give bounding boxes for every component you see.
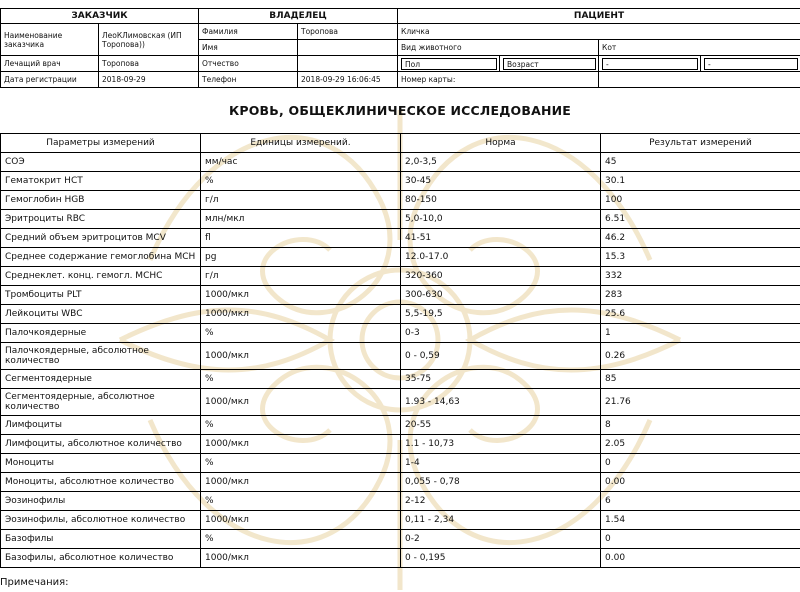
cell-unit: 1000/мкл: [201, 343, 401, 370]
cell-result: 283: [601, 286, 800, 305]
cell-norm: 1.93 - 14,63: [401, 389, 601, 416]
table-row: [1, 172, 800, 191]
cell-result: 0: [601, 530, 800, 549]
cell-result: 0: [601, 454, 800, 473]
cell-unit: %: [201, 454, 401, 473]
report-title: КРОВЬ, ОБЩЕКЛИНИЧЕСКОЕ ИССЛЕДОВАНИЕ: [228, 103, 572, 118]
cell-param: Моноциты, абсолютное количество: [1, 473, 201, 492]
table-row: [1, 324, 800, 343]
cell-result: 0.26: [601, 343, 800, 370]
cell-param: СОЭ: [1, 153, 201, 172]
cell-norm: 80-150: [401, 191, 601, 210]
table-row: [1, 210, 800, 229]
sex-value-cell: [599, 56, 701, 72]
doctor-value: Торопова: [99, 56, 199, 72]
table-row: [1, 370, 800, 389]
cell-unit: %: [201, 324, 401, 343]
notes-label: Примечания:: [0, 577, 69, 588]
cell-norm: 0,11 - 2,34: [401, 511, 601, 530]
cell-unit: pg: [201, 248, 401, 267]
species-value: Кот: [599, 40, 800, 56]
cell-param: Среднее содержание гемоглобина МСН: [1, 248, 201, 267]
table-row: [1, 511, 800, 530]
cell-norm: 30-45: [401, 172, 601, 191]
reg-date-label: Дата регистрации: [1, 72, 99, 88]
cell-result: 0.00: [601, 473, 800, 492]
cell-unit: %: [201, 416, 401, 435]
cell-param: Сегментоядерные: [1, 370, 201, 389]
surname-value: Торопова: [298, 24, 398, 40]
table-row: [1, 454, 800, 473]
nickname-label: Кличка: [398, 24, 800, 40]
cell-norm: 300-630: [401, 286, 601, 305]
customer-name-value: ЛеоКЛимовская (ИП Торопова)): [99, 24, 199, 56]
cell-param: Базофилы, абсолютное количество: [1, 549, 201, 568]
cell-norm: 41-51: [401, 229, 601, 248]
table-row: [1, 416, 800, 435]
cell-unit: 1000/мкл: [201, 473, 401, 492]
cell-norm: 0-2: [401, 530, 601, 549]
cell-result: 15.3: [601, 248, 800, 267]
table-row: [1, 530, 800, 549]
cell-unit: млн/мкл: [201, 210, 401, 229]
doctor-label: Лечащий врач: [1, 56, 99, 72]
cell-param: Палочкоядерные: [1, 324, 201, 343]
table-row: [1, 473, 800, 492]
cell-param: Сегментоядерные, абсолютное количество: [1, 389, 201, 416]
cell-param: Гематокрит НСТ: [1, 172, 201, 191]
cell-norm: 35-75: [401, 370, 601, 389]
cell-norm: 12.0-17.0: [401, 248, 601, 267]
cell-result: 45: [601, 153, 800, 172]
cell-unit: 1000/мкл: [201, 305, 401, 324]
cell-result: 100: [601, 191, 800, 210]
surname-label: Фамилия: [199, 24, 298, 40]
cell-param: Лимфоциты, абсолютное количество: [1, 435, 201, 454]
sex-cell: [398, 56, 500, 72]
column-header-result: Результат измерений: [601, 134, 800, 153]
cell-unit: 1000/мкл: [201, 389, 401, 416]
cell-unit: 1000/мкл: [201, 511, 401, 530]
table-row: [1, 305, 800, 324]
customer-name-label: Наименование заказчика: [1, 24, 99, 56]
cell-unit: 1000/мкл: [201, 435, 401, 454]
cell-norm: 0 - 0,195: [401, 549, 601, 568]
cell-param: Палочкоядерные, абсолютное количество: [1, 343, 201, 370]
cell-norm: 1-4: [401, 454, 601, 473]
cell-param: Гемоглобин HGB: [1, 191, 201, 210]
card-value: [599, 72, 800, 88]
cell-param: Эозинофилы: [1, 492, 201, 511]
phone-label: Телефон: [199, 72, 298, 88]
sex-value: -: [602, 58, 698, 70]
cell-result: 1.54: [601, 511, 800, 530]
table-row: [1, 435, 800, 454]
cell-result: 21.76: [601, 389, 800, 416]
table-row: [1, 286, 800, 305]
patronymic-value: [298, 56, 398, 72]
cell-param: Лейкоциты WBC: [1, 305, 201, 324]
reg-date-value: 2018-09-29: [99, 72, 199, 88]
cell-param: Базофилы: [1, 530, 201, 549]
cell-unit: г/л: [201, 191, 401, 210]
cell-result: 6.51: [601, 210, 800, 229]
cell-result: 0.00: [601, 549, 800, 568]
patronymic-label: Отчество: [199, 56, 298, 72]
age-cell: [500, 56, 599, 72]
cell-param: Эритроциты RBC: [1, 210, 201, 229]
cell-param: Моноциты: [1, 454, 201, 473]
cell-param: Средний объем эритроцитов MCV: [1, 229, 201, 248]
cell-unit: %: [201, 172, 401, 191]
cell-norm: 0,055 - 0,78: [401, 473, 601, 492]
customer-section-title: ЗАКАЗЧИК: [1, 9, 199, 24]
cell-unit: %: [201, 492, 401, 511]
cell-param: Среднеклет. конц. гемогл. МСНС: [1, 267, 201, 286]
cell-result: 6: [601, 492, 800, 511]
cell-result: 30.1: [601, 172, 800, 191]
cell-norm: 0-3: [401, 324, 601, 343]
table-row: [1, 267, 800, 286]
table-row: [1, 248, 800, 267]
age-label: Возраст: [503, 58, 596, 70]
species-label: Вид животного: [398, 40, 599, 56]
cell-param: Лимфоциты: [1, 416, 201, 435]
table-row: [1, 229, 800, 248]
age-value-cell: [701, 56, 800, 72]
info-header-table: [0, 8, 800, 88]
cell-norm: 320-360: [401, 267, 601, 286]
cell-param: Тромбоциты PLT: [1, 286, 201, 305]
cell-unit: г/л: [201, 267, 401, 286]
cell-norm: 2-12: [401, 492, 601, 511]
cell-unit: %: [201, 370, 401, 389]
cell-norm: 1.1 - 10,73: [401, 435, 601, 454]
cell-unit: 1000/мкл: [201, 549, 401, 568]
cell-norm: 20-55: [401, 416, 601, 435]
cell-norm: 5,0-10,0: [401, 210, 601, 229]
owner-section-title: ВЛАДЕЛЕЦ: [199, 9, 398, 24]
cell-result: 85: [601, 370, 800, 389]
cell-result: 46.2: [601, 229, 800, 248]
cell-result: 2.05: [601, 435, 800, 454]
phone-value: 2018-09-29 16:06:45: [298, 72, 398, 88]
column-header-param: Параметры измерений: [1, 134, 201, 153]
cell-norm: 0 - 0,59: [401, 343, 601, 370]
cell-param: Эозинофилы, абсолютное количество: [1, 511, 201, 530]
table-row: [1, 549, 800, 568]
cell-unit: 1000/мкл: [201, 286, 401, 305]
cell-norm: 5,5-19,5: [401, 305, 601, 324]
sex-label: Пол: [401, 58, 497, 70]
age-value: -: [704, 58, 798, 70]
patient-section-title: ПАЦИЕНТ: [398, 9, 800, 24]
name-label: Имя: [199, 40, 298, 56]
column-header-unit: Единицы измерений.: [201, 134, 401, 153]
cell-result: 25.6: [601, 305, 800, 324]
column-header-norm: Норма: [401, 134, 601, 153]
cell-result: 1: [601, 324, 800, 343]
card-label: Номер карты:: [398, 72, 599, 88]
cell-unit: %: [201, 530, 401, 549]
table-row: [1, 343, 800, 370]
results-table: [0, 133, 800, 568]
table-row: [1, 153, 800, 172]
name-value: [298, 40, 398, 56]
cell-result: 8: [601, 416, 800, 435]
cell-result: 332: [601, 267, 800, 286]
table-row: [1, 492, 800, 511]
table-row: [1, 389, 800, 416]
table-row: [1, 191, 800, 210]
cell-unit: fl: [201, 229, 401, 248]
cell-norm: 2,0-3,5: [401, 153, 601, 172]
cell-unit: мм/час: [201, 153, 401, 172]
